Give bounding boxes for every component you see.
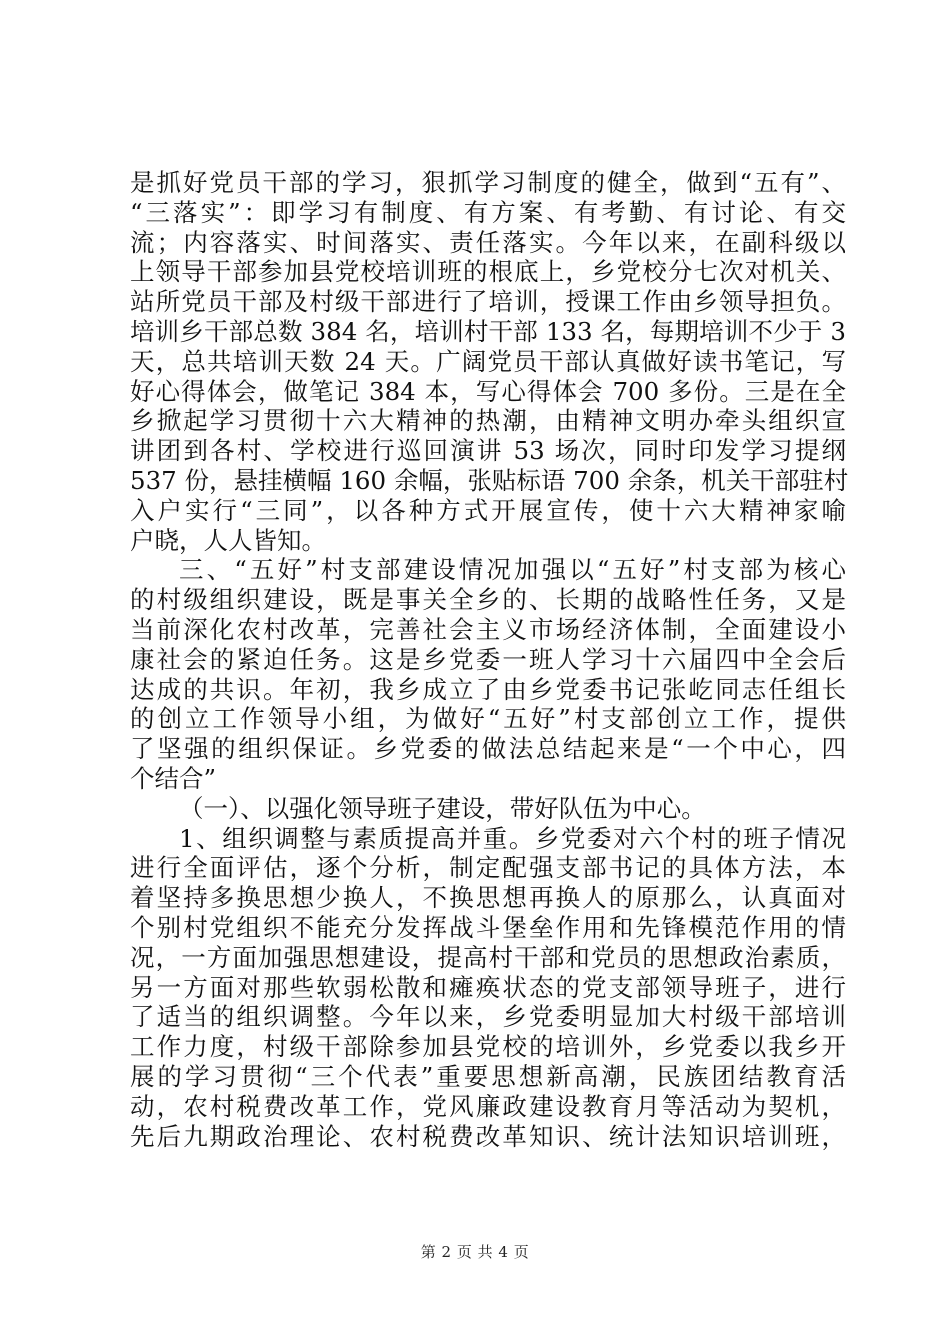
text-line: 进行全面评估，逐个分析，制定配强支部书记的具体方法，本 [130, 853, 846, 883]
text-line: 讲团到各村、学校进行巡回演讲 53 场次，同时印发学习提纲 [130, 436, 846, 466]
page-number-footer: 第 2 页 共 4 页 [420, 1243, 530, 1261]
text-line: 先后九期政治理论、农村税费改革知识、统计法知识培训班， [130, 1121, 846, 1151]
paragraph-1 [130, 168, 849, 555]
text-line: 乡掀起学习贯彻十六大精神的热潮，由精神文明办牵头组织宣 [130, 406, 846, 436]
text-line: 是抓好党员干部的学习，狠抓学习制度的健全，做到“五有”、 [130, 168, 846, 197]
text-line: 上领导干部参加县党校培训班的根底上，乡党校分七次对机关、 [130, 257, 846, 287]
subheading-line: （一）、以强化领导班子建设，带好队伍为中心。 [179, 793, 706, 823]
text-line: 展的学习贯彻“三个代表”重要思想新高潮，民族团结教育活 [130, 1061, 846, 1091]
paragraph-4-item-1 [130, 824, 846, 1152]
text-line: 的村级组织建设，既是事关全乡的、长期的战略性任务，又是 [130, 585, 846, 615]
text-line: 个别村党组织不能充分发挥战斗堡垒作用和先锋模范作用的情 [130, 912, 846, 942]
text-line: 户晓，人人皆知。 [130, 525, 326, 555]
text-line: 个结合” [130, 763, 217, 793]
text-line: 培训乡干部总数 384 名，培训村干部 133 名，每期培训不少于 3 [130, 316, 846, 346]
text-line: 况，一方面加强思想建设，提高村干部和党员的思想政治素质， [130, 942, 846, 972]
text-line: 入户实行“三同”，以各种方式开展宣传，使十六大精神家喻 [130, 495, 846, 525]
text-line: 工作力度，村级干部除参加县党校的培训外，乡党委以我乡开 [130, 1032, 846, 1062]
text-line: 站所党员干部及村级干部进行了培训，授课工作由乡领导担负。 [130, 287, 846, 317]
text-line: 动，农村税费改革工作，党风廉政建设教育月等活动为契机， [130, 1091, 846, 1121]
paragraph-3-subheading [130, 794, 846, 824]
text-line: 达成的共识。年初，我乡成立了由乡党委书记张屹同志任组长 [130, 674, 846, 704]
text-line: 着坚持多换思想少换人，不换思想再换人的原那么，认真面对 [130, 883, 846, 913]
text-line: “三落实”：即学习有制度、有方案、有考勤、有讨论、有交 [130, 197, 846, 227]
text-line: 康社会的紧迫任务。这是乡党委一班人学习十六届四中全会后 [130, 644, 846, 674]
text-line: 天，总共培训天数 24 天。广阔党员干部认真做好读书笔记，写 [130, 346, 846, 376]
text-line: 好心得体会，做笔记 384 本，写心得体会 700 多份。三是在全 [130, 376, 846, 406]
document-body [130, 168, 849, 1151]
text-line: 了适当的组织调整。今年以来，乡党委明显加大村级干部培训 [130, 1002, 846, 1032]
text-line: 另一方面对那些软弱松散和瘫痪状态的党支部领导班子，进行 [130, 972, 846, 1002]
section-heading-line: 三、“五好”村支部建设情况加强以“五好”村支部为核心 [179, 555, 846, 585]
text-line: 当前深化农村改革，完善社会主义市场经济体制，全面建设小 [130, 614, 846, 644]
paragraph-2-section-three [130, 555, 846, 793]
text-line: 了坚强的组织保证。乡党委的做法总结起来是“一个中心，四 [130, 734, 846, 764]
text-line: 的创立工作领导小组，为做好“五好”村支部创立工作，提供 [130, 704, 846, 734]
text-line: 1、组织调整与素质提高并重。乡党委对六个村的班子情况 [179, 823, 846, 853]
text-line: 流；内容落实、时间落实、责任落实。今年以来，在副科级以 [130, 227, 846, 257]
text-line: 537 份，悬挂横幅 160 余幅，张贴标语 700 余条，机关干部驻村 [130, 465, 849, 495]
